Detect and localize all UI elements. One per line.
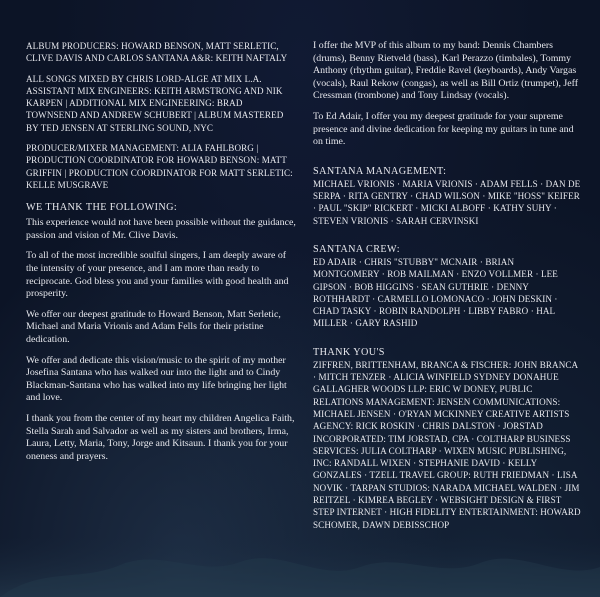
right-column xyxy=(313,40,581,531)
thank-heading: WE THANK THE FOLLOWING: xyxy=(26,202,178,214)
thanks-list: ZIFFREN, BRITTENHAM, BRANCA & FISCHER: JOHN BRANCA · MITCH TENZER · ALICIA WINFIELD SYDNEY DONAHUE GALLAGHER WOODS LLP: ERIC W DONEY, PUBLIC RELATIONS MANAGEMENT: JENSEN COMMUNICATIONS: MICHAEL JENSEN · O'RYAN MCKINNEY CREATIVE ARTISTS AGENCY: RICK ROSKIN · CHRIS DALSTON · JORSTAD INCORPORATED: TIM JORSTAD, CPA · COLTHARP BUSINESS SERVICES: JULIA COLTHARP · WIXEN MUSIC PUBLISHING, INC: RANDALL WIXEN · STEPHANIE DAVID · KELLY GONZALES · TZELL TRAVEL GROUP: RUTH FRIEDMAN · LISA NOVIK · TARPAN STUDIOS: NARADA MICHAEL WALDEN · JIM REITZEL · KIMREA BEGLEY · WEBSIGHT DESIGN & FIRST STEP INTERNET · HIGH FIDELITY ENTERTAINMENT: HOWARD SCHOMER, DAWN DEBISSCHOP xyxy=(313,359,581,530)
management-credits: PRODUCER/MIXER MANAGEMENT: ALIA FAHLBORG | PRODUCTION COORDINATOR FOR HOWARD BENSON: MATT GRIFFIN | PRODUCTION COORDINATOR FOR MATT SERLETIC: KELLE MUSGRAVE xyxy=(26,143,293,190)
thanks-paragraph-singers: To all of the most incredible soulful singers, I am deeply aware of the intensity of your presence, and I am more than ready to reciprocate. God bless you and your families with good health and prosperity. xyxy=(26,250,289,300)
crew-list: ED ADAIR · CHRIS "STUBBY" MCNAIR · BRIAN MONTGOMERY · ROB MAILMAN · ENZO VOLLMER · LEE GIPSON · BOB HIGGINS · SEAN GUTHRIE · DENNY ROTHHARDT · CARMELLO LOMONACO · JOHN DESKIN · CHAD TASKY · ROBIN RANDOLPH · LIBBY FABRO · HAL MILLER · GARY RASHID xyxy=(313,256,558,329)
thanks-paragraph-producers: We offer our deepest gratitude to Howard Benson, Matt Serletic, Michael and Maria Vrionis and Adam Fells for their pristine dedication. xyxy=(26,308,281,346)
management-heading: SANTANA MANAGEMENT: xyxy=(313,165,447,177)
thanks-paragraph-dedication: We offer and dedicate this vision/music to the spirit of my mother Josefina Santana who has walked our into the light and to Cindy Blackman-Santana who has walked into my life bringing her light and love. xyxy=(26,354,287,404)
thanks-paragraph-family: I thank you from the center of my heart my children Angelica Faith, Stella Sarah and Salvador as well as my sisters and brothers, Irma, Laura, Letty, Maria, Tony, Jorge and Kitsaun. I thank you for your oneness and prayers. xyxy=(26,412,295,462)
band-mvp-paragraph: I offer the MVP of this album to my band: Dennis Chambers (drums), Benny Rietveld (bass), Karl Perazzo (timbales), Tommy Anthony (rhythm guitar), Freddie Ravel (keyboards), Andy Vargas (vocals), Raul Rekow (congas), as well as Bill Ortiz (trumpet), Jeff Cressman (trombone) and Tony Lindsay (vocals). xyxy=(313,40,578,102)
crew-heading: SANTANA CREW: xyxy=(313,243,400,255)
left-column xyxy=(26,40,296,463)
ed-adair-paragraph: To Ed Adair, I offer you my deepest gratitude for your supreme presence and divine dedication for keeping my guitars in tune and on time. xyxy=(313,110,574,148)
foliage-background-decoration xyxy=(0,537,600,597)
mixing-credits: ALL SONGS MIXED BY CHRIS LORD-ALGE AT MIX L.A. ASSISTANT MIX ENGINEERS: KEITH ARMSTRONG AND NIK KARPEN | ADDITIONAL MIX ENGINEERING: BRAD TOWNSEND AND ANDREW SCHUBERT | ALBUM MASTERED BY TED JENSEN AT STERLING SOUND, NYC xyxy=(26,73,284,133)
thanks-paragraph-clive-davis: This experience would not have been possible without the guidance, passion and vision of Mr. Clive Davis. xyxy=(26,217,296,241)
thanks-heading: THANK YOU'S xyxy=(313,346,385,358)
management-list: MICHAEL VRIONIS · MARIA VRIONIS · ADAM FELLS · DAN DE SERPA · RITA GENTRY · CHAD WILSON · MIKE "HOSS" KEIFER · PAUL "SKIP" RICKERT · MICKI ALBOFF · KATHY SUHY · STEVEN VRIONIS · SARAH CERVINSKI xyxy=(313,178,581,226)
producers-credits: ALBUM PRODUCERS: HOWARD BENSON, MATT SERLETIC, CLIVE DAVIS AND CARLOS SANTANA A&R: KEITH NAFTALY xyxy=(26,41,288,64)
